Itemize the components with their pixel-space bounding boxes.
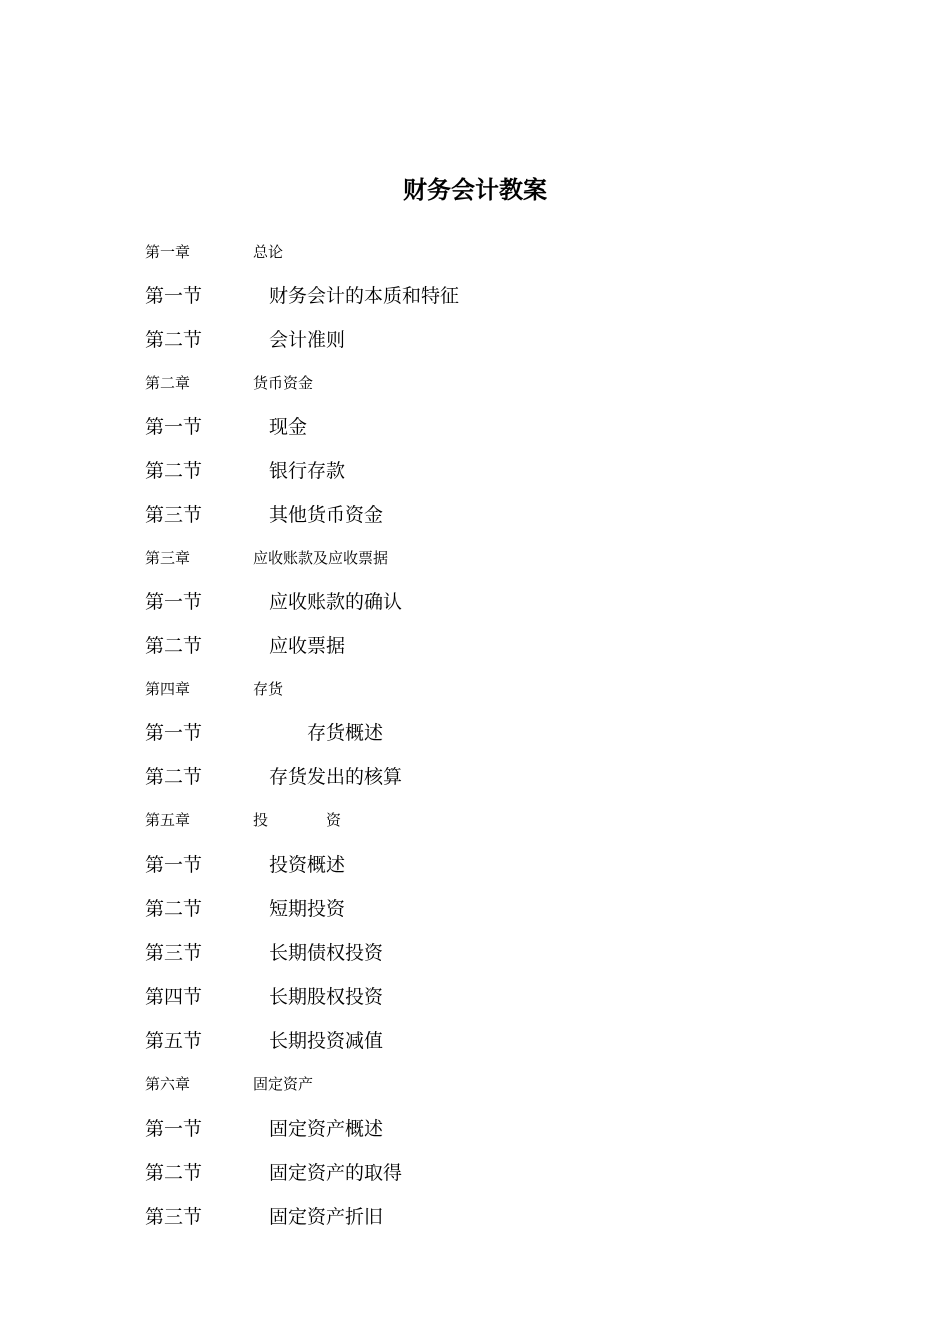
section-label: 第二节 xyxy=(145,1162,203,1184)
section-heading xyxy=(145,851,845,879)
section-title: 现金 xyxy=(269,416,308,438)
section-title: 应收账款的确认 xyxy=(269,591,403,613)
chapter-title-part: 投 xyxy=(253,811,269,829)
section-label: 第三节 xyxy=(145,504,203,526)
section-title: 长期股权投资 xyxy=(269,986,384,1008)
chapter-heading xyxy=(145,1072,845,1096)
section-label: 第三节 xyxy=(145,1206,203,1228)
chapter-title: 货币资金 xyxy=(253,374,314,392)
section-label: 第一节 xyxy=(145,722,203,744)
chapter-title: 固定资产 xyxy=(253,1075,314,1093)
section-heading xyxy=(145,1203,845,1231)
section-label: 第二节 xyxy=(145,898,203,920)
section-label: 第五节 xyxy=(145,1030,203,1052)
section-title: 长期债权投资 xyxy=(269,942,384,964)
document-title: 财务会计教案 xyxy=(403,175,547,204)
chapter-label: 第一章 xyxy=(145,243,191,261)
section-heading xyxy=(145,1115,845,1143)
section-title: 应收票据 xyxy=(269,635,346,657)
chapter-label: 第二章 xyxy=(145,374,191,392)
chapter-title: 应收账款及应收票据 xyxy=(253,549,389,567)
section-label: 第四节 xyxy=(145,986,203,1008)
section-heading xyxy=(145,457,845,485)
section-heading xyxy=(145,983,845,1011)
section-label: 第一节 xyxy=(145,285,203,307)
section-label: 第一节 xyxy=(145,854,203,876)
section-heading xyxy=(145,763,845,791)
section-label: 第三节 xyxy=(145,942,203,964)
section-heading xyxy=(145,588,845,616)
chapter-heading xyxy=(145,546,845,570)
section-title: 固定资产概述 xyxy=(269,1118,384,1140)
section-label: 第一节 xyxy=(145,416,203,438)
section-heading xyxy=(145,895,845,923)
section-title: 固定资产的取得 xyxy=(269,1162,403,1184)
section-label: 第一节 xyxy=(145,591,203,613)
section-title: 固定资产折旧 xyxy=(269,1206,384,1228)
section-title: 其他货币资金 xyxy=(269,504,384,526)
section-title: 存货发出的核算 xyxy=(269,766,403,788)
chapter-label: 第三章 xyxy=(145,549,191,567)
section-title: 银行存款 xyxy=(269,460,346,482)
chapter-heading xyxy=(145,808,845,832)
section-title: 长期投资减值 xyxy=(269,1030,384,1052)
section-heading xyxy=(145,501,845,529)
chapter-heading xyxy=(145,240,845,264)
chapter-title xyxy=(253,808,341,832)
section-title: 投资概述 xyxy=(269,854,346,876)
section-label: 第二节 xyxy=(145,766,203,788)
chapter-label: 第六章 xyxy=(145,1075,191,1093)
chapter-heading xyxy=(145,677,845,701)
section-heading xyxy=(145,282,845,310)
section-label: 第一节 xyxy=(145,1118,203,1140)
section-heading xyxy=(145,939,845,967)
section-heading xyxy=(145,413,845,441)
chapter-title: 总论 xyxy=(253,243,284,261)
section-title: 会计准则 xyxy=(269,329,346,351)
section-heading xyxy=(145,1027,845,1055)
section-label: 第二节 xyxy=(145,635,203,657)
section-heading xyxy=(145,1159,845,1187)
chapter-heading xyxy=(145,371,845,395)
chapter-label: 第五章 xyxy=(145,811,191,829)
section-heading xyxy=(145,326,845,354)
section-heading xyxy=(145,719,845,747)
section-title: 财务会计的本质和特征 xyxy=(269,285,460,307)
section-heading xyxy=(145,632,845,660)
section-label: 第二节 xyxy=(145,460,203,482)
chapter-title: 存货 xyxy=(253,680,284,698)
section-label: 第二节 xyxy=(145,329,203,351)
section-title: 短期投资 xyxy=(269,898,346,920)
chapter-title-part: 资 xyxy=(326,811,342,829)
chapter-label: 第四章 xyxy=(145,680,191,698)
section-title: 存货概述 xyxy=(307,722,384,744)
